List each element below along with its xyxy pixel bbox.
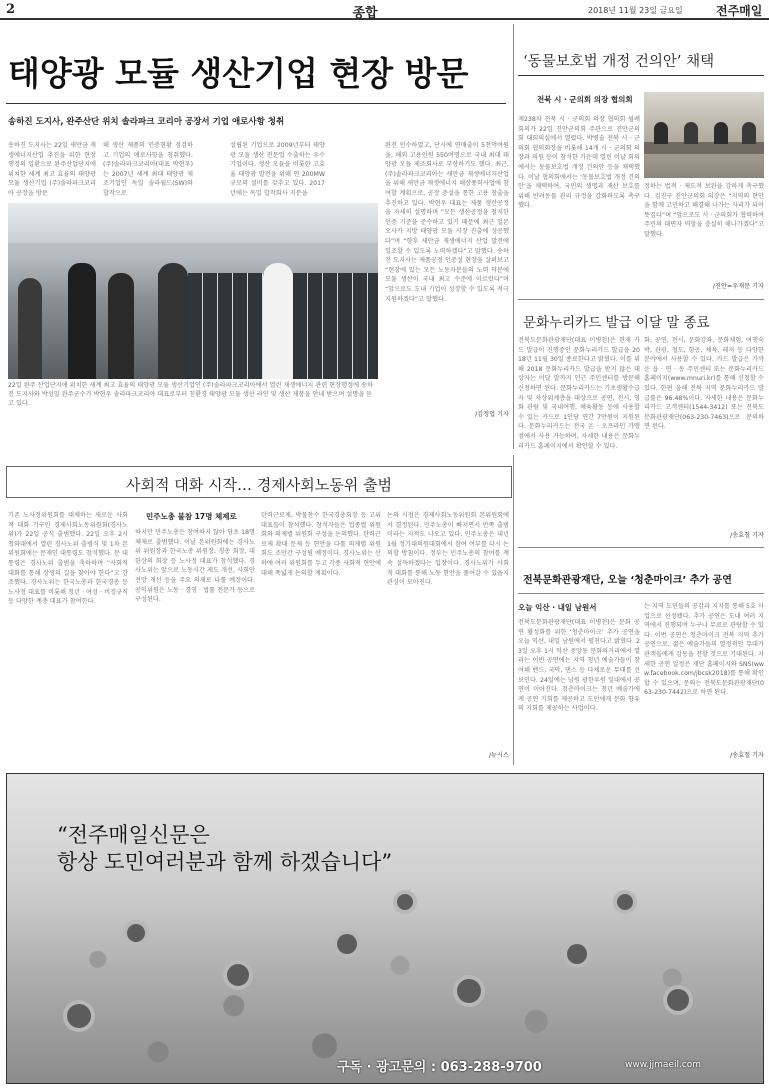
sunflower-icon bbox=[227, 964, 249, 986]
person-shape bbox=[263, 263, 293, 379]
article1-headline: 태양광 모듈 생산기업 현장 방문 bbox=[8, 54, 469, 93]
sunflower-icon bbox=[67, 1004, 91, 1028]
article1-col2: 해 생산 제품의 인증현황 점검하고 기업의 애로사항을 청취했다. (주)솔라파크코리아(대표 박현우)는 2007년 세계 최대 태양광 제조기업인 독일 솔라월드(SW)와 합작으로 bbox=[103, 142, 193, 197]
column-divider bbox=[513, 455, 514, 765]
person-shape bbox=[68, 263, 96, 379]
article-divider bbox=[518, 547, 764, 548]
meeting-photo bbox=[644, 92, 764, 178]
article5-rule bbox=[518, 593, 764, 594]
article4-col4: 논의 시점은 경제사회노동위원회 본위원회에서 결정된다. 민주노총이 빠지면서 반쪽 출범이라는 지적도 나오고 있다. 민주노총은 내년 1월 정기대의원대회에서 참여 여부를 다시 논의할 방침이다. 정부는 민주노총의 참여를 계속 설득하겠다는 입장이다. 경사노위가 사회적 대화를 통해 노동 현안을 풀어갈 수 있을지 관심이 모아진다. bbox=[387, 512, 509, 587]
sunflower-icon bbox=[127, 924, 145, 942]
article5-headline: 전북문화관광재단, 오늘 ‘청춘마이크’ 추가 공연 bbox=[523, 575, 732, 586]
article3-byline: /송효철 기자 bbox=[730, 532, 764, 539]
paper-name: 전주매일 bbox=[716, 4, 763, 18]
person-shape bbox=[158, 263, 188, 379]
article1-byline: /김정엽 기자 bbox=[475, 411, 509, 418]
article5-col1: 전북도문화관광재단(대표 이병천)은 문화 공연 활성화를 위한 ‘청춘마이크’ 추가 공연을 오늘 익산, 내일 남원에서 펼친다고 밝혔다. 23일 오후 1시 익산 중앙동 문화의거리에서 열리는 이번 공연에는 지역 청년 예술가들이 참여해 밴드, 국악, 댄스 등 다채로운 무대를 선보인다. 24일에는 남원 광한루원 일대에서 공연이 이어진다. 청춘마이크는 청년 예술가에게 공연 기회를 제공하고 도민에게 문화 향유의 기회를 제공하는 사업이다. bbox=[518, 619, 640, 713]
article3-headline: 문화누리카드 발급 이달 말 종료 bbox=[523, 315, 710, 331]
issue-date: 2018년 11월 23일 금요일 bbox=[588, 6, 683, 15]
ad-website[interactable]: www.jjmaeil.com bbox=[625, 1060, 702, 1070]
sunflower-icon bbox=[397, 894, 413, 910]
person-shape bbox=[684, 122, 698, 144]
person-shape bbox=[714, 122, 728, 144]
article1-photo-caption: 22일 완주 산업단지에 위치한 세계 최고 효율의 태양광 모듈 생산기업인 (주)솔라파크코리아에서 열린 재생에너지 관련 현장행정에 송하진 도지사와 박성일 완주군수가 박현우 솔라파크코리아 대표로부터 친환경 태양광 모듈 생산 라인 및 생산 제품을 안내 받으며 설명을 듣고 있다. bbox=[8, 382, 373, 407]
article4-col3: 탄력근로제, 박물찬수 한국경총회장 등 고위 대표들이 참석했다. 참석자들은 업종별 위원회와 의제별 위원회 구성을 논의했다. 탄력근로제 확대 문제 등 현안을 다룰 의제별 위원회도 조만간 구성될 예정이다. 경사노위는 산하에 여러 위원회를 두고 각종 사회적 현안에 대해 폭넓게 논의할 계획이다. bbox=[261, 512, 381, 577]
article1-col4: 완전 인수하였고, 단시에 연매출이 5천억여원을, 해외 고용인원 550여명으로 국내 최대 태양광 모듈 제조회사로 부상하기도 했다. 최근, (주)솔라파크코리아는 새만금 재생에너지산업을 위해 새만금 재생에너지 해상풍력사업에 참여할 계획으로, 공장 증설을 통한 고용 창출을 추진하고 있다. 박현우 대표는 제품 생산공정을 자세히 설명하며 “모든 생산공정을 철저한 인증 기준을 준수하고 있기 때문에 최근 일본 오사카 지방 태양광 모듈 시장 진출에 성공했다”며 “향후 새만금 재생에너지 산업 발전에 일조할 수 있도록 노력하겠다”고 말했다. 송하진 도지사는 제품공정 인증설 현장을 살펴보고 “현장에 있는 모든 노동자분들의 노력 덕분에 모듈 생산이 국내 최고 수준에 이르렀다”며 “앞으로도 도내 기업이 성장할 수 있도록 적극 지원하겠다”고 말했다. bbox=[385, 142, 509, 303]
article1-col1: 송하진 도지사는 22일 새만금 재생에너지산업 추진을 위한 현장행정의 일환으로 완주산업단지에 위치한 세계 최고 효율의 태양광 모듈 생산기업 (주)솔라파크코리아 공장을 방문 bbox=[8, 142, 96, 197]
article2-col1: 제238차 전북 시 · 군의회 의장 협의회 월례회의가 22일 진안군의회 주관으로 진안군의회 대회의실에서 열렸다. 박병술 전북 시 · 군의회 협의회장을 비롯해 14개 시 · 군의회 의장과 의원 등이 참석한 가운데 열린 이날 회의에서는 동물보호법 개정 건의안 등을 채택했다. 이날 협의회에서는 ‘동물보호법 개정 건의안’을 채택하여, 국민의 생명과 재산 보호를 위해 반려동물 관리 규정을 강화하도록 촉구했다. bbox=[518, 116, 640, 210]
person-shape bbox=[108, 273, 134, 379]
article1-subheadline: 송하진 도지사, 완주산단 위치 솔라파크 코리아 공장서 기업 애로사항 청취 bbox=[8, 117, 285, 127]
article4-col2-subheadline: 민주노총 불참 17명 체제로 bbox=[146, 512, 237, 521]
sunflower-icon bbox=[337, 934, 357, 954]
ad-contact: 구독 · 광고문의 : 063-288-9700 bbox=[337, 1060, 542, 1075]
article2-subheadline: 전북 시 · 군의회 의장 협의회 bbox=[537, 95, 633, 104]
person-shape bbox=[18, 278, 42, 379]
article4-byline: /뉴시스 bbox=[488, 752, 509, 759]
article4-col1: 기존 노사정위원회를 대체하는 새로운 사회적 대화 기구인 경제사회노동위원회(경사노위)가 22일 공식 출범했다. 22일 오후 2시 청와대에서 열린 경사노위 출범식 및 1차 본위원회에는 문재인 대통령도 참석했다. 문 대통령은 경사노위 출범을 축하하며 “사회적 대화를 통해 상생의 길을 찾아야 한다”고 강조했다. 경사노위는 한국노총과 한국경총 등 노사정 대표를 비롯해 청년 · 여성 · 비정규직 등 다양한 계층 대표가 참여한다. bbox=[8, 512, 128, 606]
article5-subheadline: 오늘 익산 · 내일 남원서 bbox=[518, 603, 597, 612]
factory-photo bbox=[8, 203, 378, 379]
article2-col2: 정하는 법적 · 제도적 보완을 강하게 촉구했다. 김진구 진안군의회 의장은 “지역의 현안을 함께 고민하고 해결해 나가는 자리가 되어 뜻깊다”며 “앞으로도 시 · 군의회가 협력하여 주민의 대변자 역할을 충실히 해나가겠다”고 말했다. bbox=[644, 183, 764, 238]
article2-headline: ‘동물보호법 개정 건의안’ 채택 bbox=[523, 54, 715, 70]
newspaper-ad bbox=[6, 773, 764, 1084]
ceiling-shape bbox=[8, 203, 378, 243]
article4-col2: 하지만 민주노총은 참여하지 않아 당초 18명 체제로 출범했다. 이날 본위원회에는 경사노위 위원장과 한국노총 위원장, 경총 회장, 대한상의 회장 등 노사정 대표가 참석했다. 경사노위는 앞으로 노동시간 제도 개선, 사회안전망 개선 등을 주요 의제로 다룰 예정이다. 공익위원은 노동 · 경영 · 법률 전문가 등으로 구성된다. bbox=[135, 529, 255, 604]
ad-slogan-line2: 항상 도민여러분과 함께 하겠습니다” bbox=[57, 850, 393, 874]
ad-slogan-line1: “전주매일신문은 bbox=[57, 823, 210, 847]
sunflower-icon bbox=[667, 989, 689, 1011]
article1-rule bbox=[6, 103, 506, 104]
person-shape bbox=[654, 122, 668, 144]
sunflower-icon bbox=[567, 944, 587, 964]
article5-byline: /송효철 기자 bbox=[730, 752, 764, 759]
column-divider bbox=[513, 24, 514, 449]
article3-col1: 전북도문화관광재단(대표 이병천)은 현재 카드 발급이 진행중인 문화누리카드 발급을 2018년 11월 30일 종료한다고 밝혔다. 이를 위해 2018 문화누리카드 발급을 받지 않은 대상자는 이달 말까지 인근 주민센터를 방문해 신청하면 된다. 문화누리카드는 기초생활수급자 및 차상위계층을 대상으로 공연, 전시, 영화 관람 및 국내여행, 체육활동 등에 사용할 수 있는 카드로 1인당 연간 7만원이 지원된다. 문화누리카드는 전국 온 · 오프라인 가맹점에서 사용 가능하며, 자세한 내용은 문화누리카드 홈페이지에서 확인할 수 있다. bbox=[518, 337, 640, 450]
sunflower-icon bbox=[617, 894, 633, 910]
article3-col2: 화, 공연, 전시, 문화강좌, 문화체험, 여행숙박, 관광, 철도, 항공, 체육, 레저 등 다양한 분야에서 사용할 수 있다. 카드 발급은 가까운 읍 · 면 · 동 주민센터 또는 문화누리카드 홈페이지(www.mnuri.kr)를 통해 신청할 수 있다. 한편 올해 전북 지역 문화누리카드 발급률은 96.48%이다. 자세한 내용은 문화누리카드 고객센터(1544-3412) 또는 전북도문화관광재단(063-230-7463)으로 문의하면 된다. bbox=[644, 337, 764, 431]
page-header bbox=[0, 0, 769, 20]
article2-rule bbox=[518, 75, 764, 76]
person-shape bbox=[742, 122, 756, 144]
page-number: 2 bbox=[6, 2, 16, 17]
article-divider bbox=[518, 299, 764, 300]
article5-col2: 는 지역 도민들의 공감과 지지를 통해 5호 사업으로 선정됐다. 추가 공연은 도내 여러 지역에서 진행되며 누구나 무료로 관람할 수 있다. 이번 공연은 청춘마이크 전북 지역 추가 공연으로, 젊은 예술가들의 열정적인 무대가 관객들에게 감동을 전할 것으로 기대된다. 자세한 공연 일정은 재단 홈페이지와 SNS(www.facebook.com/jbcsk2018)를 통해 확인할 수 있으며, 문의는 전북도문화관광재단(063-230-7442)으로 하면 된다. bbox=[644, 603, 764, 697]
article1-col3: 설립된 기업으로 2009년부터 태양광 모듈 생산 전문업 수출하는 우수기업이다. 생산 모듈을 비롯한 고효율 태양광 발전을 위해 연 200MW 규모의 설비를 갖추고 있다. 2017년에는 독일 합작회사 지분을 bbox=[230, 142, 325, 197]
article2-byline: /진안=우재문 기자 bbox=[712, 283, 764, 290]
sunflower-icon bbox=[457, 979, 481, 1003]
section-name: 종합 bbox=[352, 6, 378, 21]
article4-headline: 사회적 대화 시작… 경제사회노동위 출범 bbox=[126, 476, 392, 494]
